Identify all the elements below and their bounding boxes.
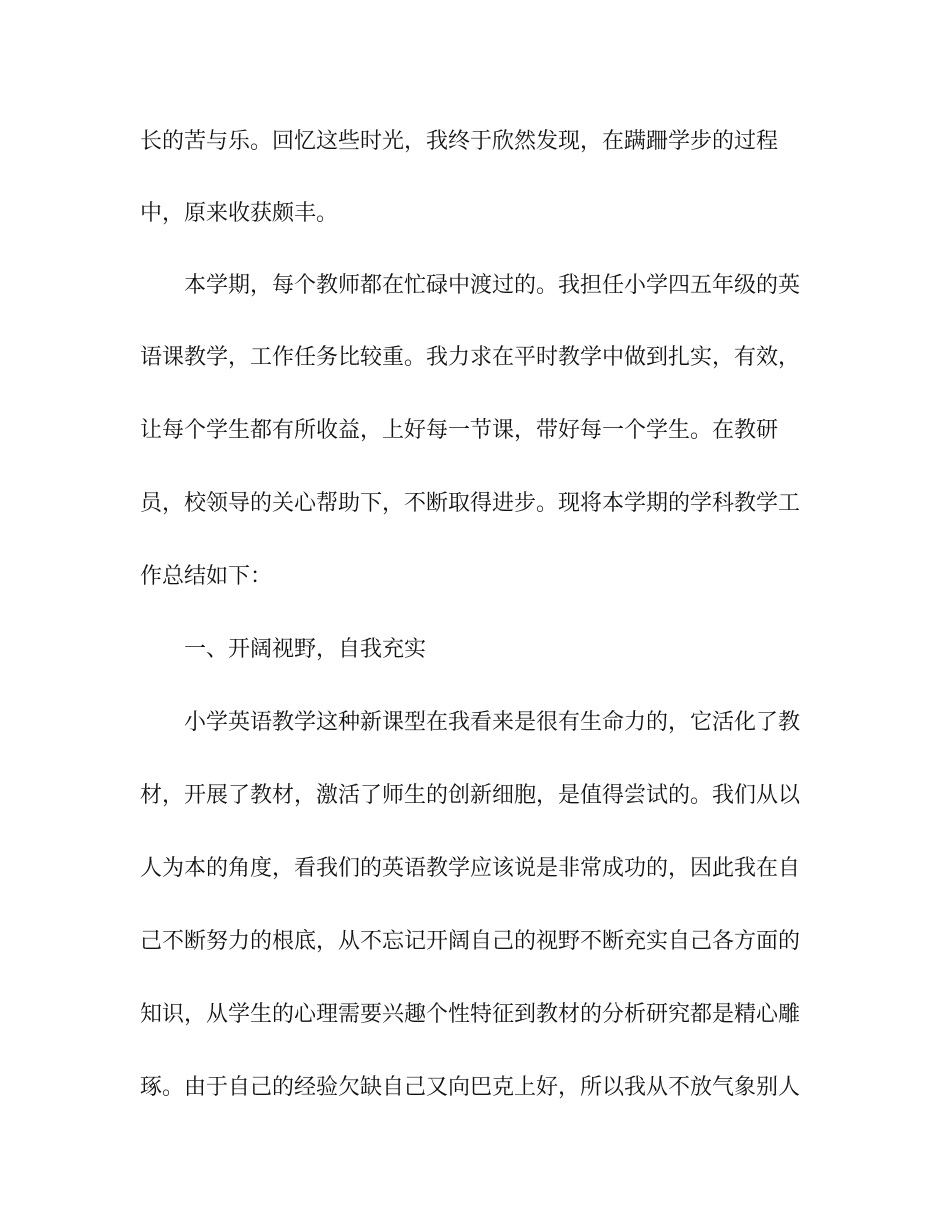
text-line-11: 人为本的角度，看我们的英语教学应该说是非常成功的，因此我在自 <box>140 856 801 881</box>
text-line-2: 中，原来收获颇丰。 <box>140 201 339 226</box>
text-line-12: 己不断努力的根底，从不忘记开阔自己的视野不断充实自己各方面的 <box>140 929 801 954</box>
text-line-3: 本学期，每个教师都在忙碌中渡过的。我担任小学四五年级的英 <box>184 273 801 298</box>
text-line-1: 长的苦与乐。回忆这些时光，我终于欣然发现，在蹒跚学步的过程 <box>140 129 779 154</box>
text-line-13: 知识，从学生的心理需要兴趣个性特征到教材的分析研究都是精心雕 <box>140 1002 801 1027</box>
text-line-10: 材，开展了教材，激活了师生的创新细胞，是值得尝试的。我们从以 <box>140 783 801 808</box>
text-line-7: 作总结如下： <box>140 564 273 589</box>
text-line-6: 员，校领导的关心帮助下，不断取得进步。现将本学期的学科教学工 <box>140 491 801 516</box>
text-line-14: 琢。由于自己的经验欠缺自己又向巴克上好，所以我从不放气象别人 <box>140 1075 801 1100</box>
text-line-4: 语课教学，工作任务比较重。我力求在平时教学中做到扎实，有效， <box>140 345 801 370</box>
text-line-9: 小学英语教学这种新课型在我看来是很有生命力的，它活化了教 <box>184 710 801 735</box>
section-heading: 一、开阔视野，自我充实 <box>184 637 427 662</box>
text-line-5: 让每个学生都有所收益，上好每一节课，带好每一个学生。在教研 <box>140 418 779 443</box>
